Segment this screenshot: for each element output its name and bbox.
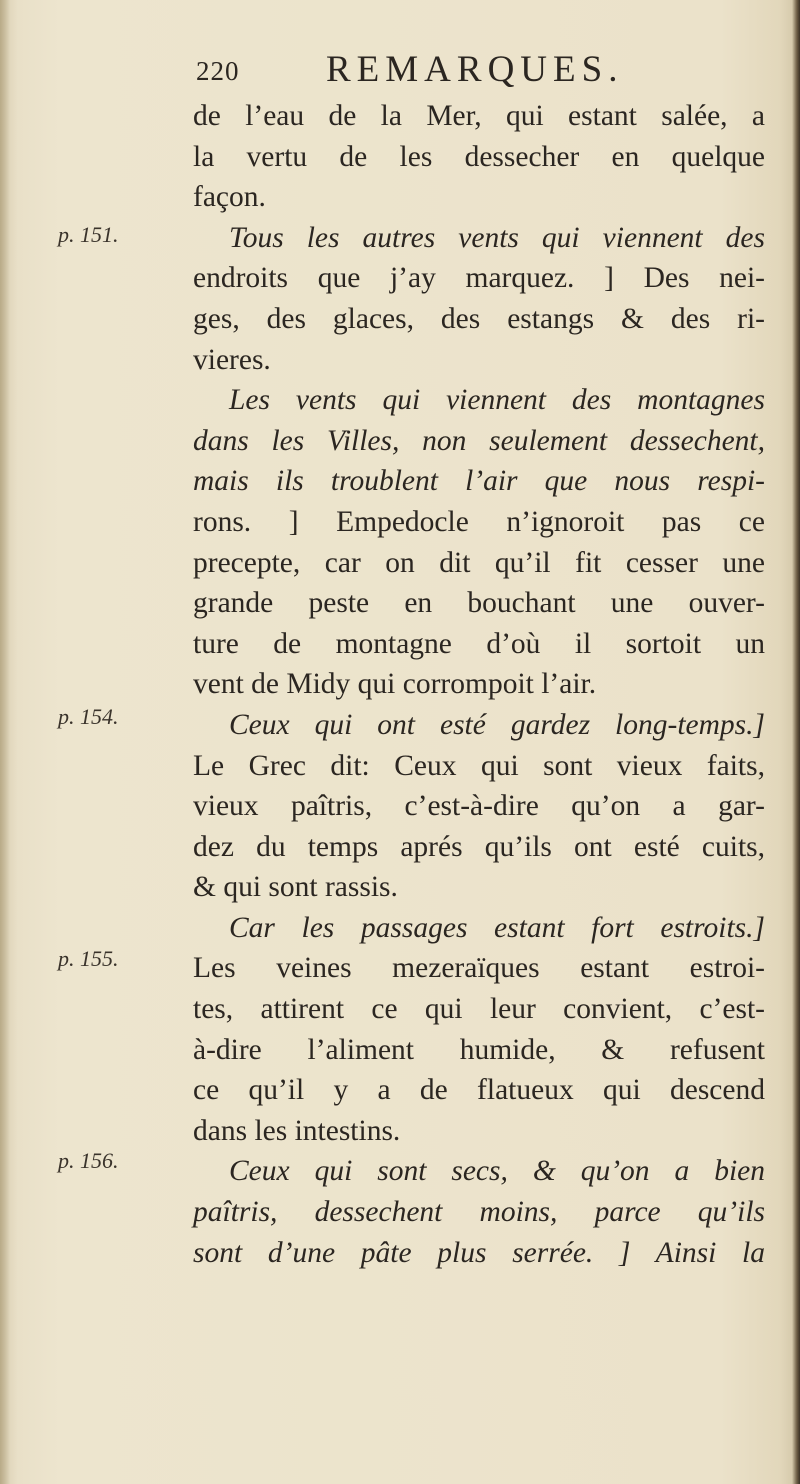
text-line: endroits que j’ay marquez. ] Des nei- <box>193 262 765 295</box>
margin-reference: p. 156. <box>58 1148 119 1173</box>
text-line: à-dire l’aliment humide, & refusent <box>193 1033 765 1066</box>
text-line: mais ils troublent l’air que nous respi- <box>193 465 765 498</box>
text-line: la vertu de les dessecher en quelque <box>193 140 765 173</box>
text-line: ture de montagne d’où il sortoit un <box>193 627 765 660</box>
text-line: tes, attirent ce qui leur convient, c’est- <box>193 993 765 1026</box>
text-line: dans les intestins. <box>193 1114 401 1147</box>
text-line: Les veines mezeraïques estant estroi- <box>193 952 765 985</box>
text-line: grande peste en bouchant une ouver- <box>193 587 765 620</box>
page-gutter-shadow <box>0 0 10 1484</box>
page-header <box>196 48 756 98</box>
text-line: Ceux qui sont secs, & qu’on a bien <box>229 1155 765 1188</box>
text-line: Ceux qui ont esté gardez long-temps.] <box>229 708 765 741</box>
text-line: vent de Midy qui corrompoit l’air. <box>193 668 597 701</box>
text-line: de l’eau de la Mer, qui estant salée, a <box>193 100 765 132</box>
text-line: Car les passages estant fort estroits.] <box>229 911 765 944</box>
text-line: & qui sont rassis. <box>193 871 398 904</box>
text-line: vieux paîtris, c’est-à-dire qu’on a gar- <box>193 790 765 823</box>
margin-reference: p. 155. <box>58 946 119 971</box>
text-line: ges, des glaces, des estangs & des ri- <box>193 302 765 335</box>
margin-reference: p. 151. <box>58 222 119 247</box>
page-number: 220 <box>196 56 240 86</box>
text-line: Les vents qui viennent des montagnes <box>229 384 765 417</box>
margin-reference: p. 154. <box>58 704 119 729</box>
text-line: paîtris, dessechent moins, parce qu’ils <box>193 1196 765 1229</box>
text-line: vieres. <box>193 343 271 376</box>
text-line: rons. ] Empedocle n’ignoroit pas ce <box>193 505 765 538</box>
text-line: sont d’une pâte plus serrée. ] Ainsi la <box>193 1236 765 1269</box>
text-line: Le Grec dit: Ceux qui sont vieux faits, <box>193 749 765 782</box>
page-body-text <box>193 96 765 1273</box>
text-line: dans les Villes, non seulement dessechent, <box>193 424 765 457</box>
text-line: dez du temps aprés qu’ils ont esté cuits, <box>193 830 765 863</box>
text-line: ce qu’il y a de flatueux qui descend <box>193 1074 765 1107</box>
text-line: façon. <box>193 181 266 214</box>
page-edge-shadow <box>792 0 800 1484</box>
text-line: precepte, car on dit qu’il fit cesser une <box>193 546 765 579</box>
text-line: Tous les autres vents qui viennent des <box>229 221 765 254</box>
running-title: REMARQUES. <box>326 49 624 90</box>
